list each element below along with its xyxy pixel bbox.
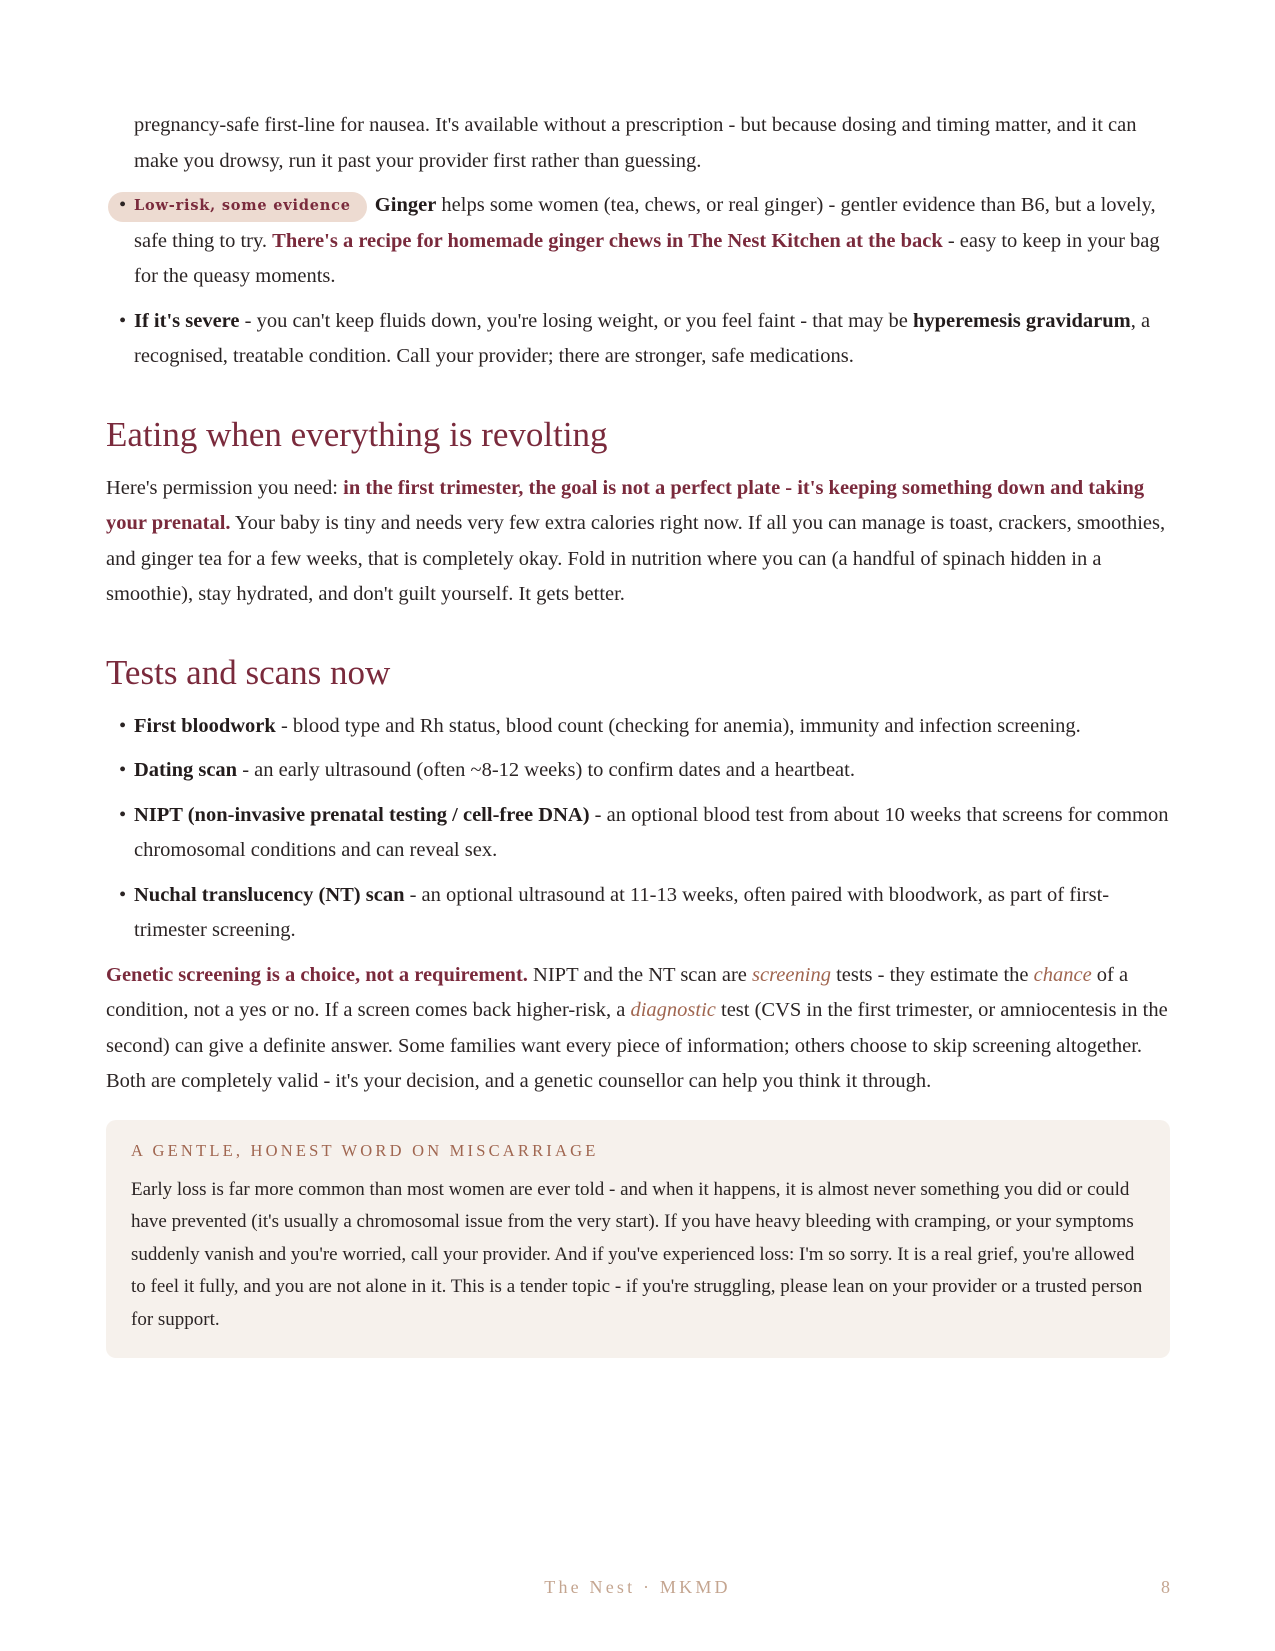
list-item — [106, 753, 1170, 789]
list-item — [106, 878, 1170, 949]
callout-title: A GENTLE, HONEST WORD ON MISCARRIAGE — [131, 1140, 599, 1160]
genetic-text: NIPT and the NT scan are — [527, 963, 753, 986]
remedy-name: If it's severe — [134, 309, 240, 332]
section-heading-tests: Tests and scans now — [106, 652, 391, 692]
test-name: NIPT (non-invasive prenatal testing / cell-free DNA) — [134, 803, 590, 826]
bullet-icon: • — [119, 759, 127, 781]
page-content — [106, 108, 1170, 1358]
test-desc: - an early ultrasound (often ~8-12 weeks) to confirm dates and a heartbeat. — [237, 759, 855, 781]
test-desc: - blood type and Rh status, blood count (checking for anemia), immunity and infection screening. — [275, 714, 1081, 737]
term-screening: screening — [752, 963, 831, 986]
section-heading-eating: Eating when everything is revolting — [106, 414, 608, 454]
test-name: Nuchal translucency (NT) scan — [134, 883, 405, 906]
nausea-remedies-list — [106, 108, 1170, 375]
eating-highlight: in the first trimester, the goal is not a perfect plate - it's keeping something down and taking your prenatal. — [106, 476, 1145, 534]
condition-name: hyperemesis gravidarum — [912, 309, 1131, 332]
eating-rest: Your baby is tiny and needs very few extra calories right now. If all you can manage is toast, crackers, smoothies, and ginger tea for a few weeks, that is completely okay. Fold in nutrition where you can (a handful of spinach hidden in a smoothie), stay hydrated, and don't guilt yourself. It gets better. — [106, 512, 1166, 605]
remedy-text: helps some women (tea, chews, or real ginger) - gentler evidence than B6, but a lovely, safe thing to try. — [134, 194, 1156, 252]
recipe-link[interactable]: There's a recipe for homemade ginger chews in The Nest Kitchen at the back — [272, 229, 943, 252]
bullet-icon: • — [119, 714, 127, 737]
list-item — [106, 304, 1170, 375]
remedy-text: - you can't keep fluids down, you're losing weight, or you feel faint - that may be — [239, 309, 913, 332]
bullet-icon: • — [119, 309, 127, 332]
remedy-text: - easy to keep in your bag for the queasy moments. — [134, 229, 1160, 287]
page-number: 8 — [1161, 1577, 1170, 1597]
genetic-text: tests - they estimate the — [830, 963, 1034, 986]
term-chance: chance — [1033, 963, 1092, 986]
bullet-icon: • — [119, 803, 127, 826]
tests-list — [106, 709, 1170, 949]
footer-brand: The Nest · MKMD — [544, 1577, 731, 1597]
test-name: Dating scan — [134, 759, 238, 781]
genetic-paragraph — [106, 958, 1170, 1100]
bullet-icon: • — [119, 194, 127, 216]
list-item — [106, 188, 1170, 295]
intro-continuation: pregnancy-safe first-line for nausea. It's available without a prescription - but because dosing and timing matter, and it can make you drowsy, run it past your provider first rather than guessing. — [134, 114, 1137, 172]
list-item — [106, 709, 1170, 745]
miscarriage-callout — [106, 1120, 1170, 1359]
genetic-highlight: Genetic screening is a choice, not a requirement. — [106, 963, 528, 986]
evidence-badge: Low-risk, some evidence — [108, 192, 367, 222]
list-item — [106, 798, 1170, 869]
test-desc: - an optional blood test from about 10 weeks that screens for common chromosomal conditions and can reveal sex. — [134, 803, 1169, 861]
callout-text: Early loss is far more common than most women are ever told - and when it happens, it is almost never something you did or could have prevented (it's usually a chromosomal issue from the very start). If you have heavy bleeding with cramping, or your symptoms suddenly vanish and you're worried, call your provider. And if you've experienced loss: I'm so sorry. It is a real grief, you're allowed to feel it fully, and you are not alone in it. This is a tender topic - if you're struggling, please lean on your provider or a trusted person for support. — [131, 1178, 1143, 1330]
list-item — [106, 108, 1170, 179]
remedy-text: , a recognised, treatable condition. Call your provider; there are stronger, safe medications. — [134, 309, 1151, 367]
genetic-text: of a condition, not a yes or no. If a screen comes back higher-risk, a — [106, 963, 1129, 1021]
bullet-icon: • — [119, 883, 127, 906]
eating-paragraph — [106, 471, 1170, 613]
genetic-text: test (CVS in the first trimester, or amniocentesis in the second) can give a definite answer. Some families want every piece of information; others choose to skip screening altogether. Both are completely valid - it's your decision, and a genetic counsellor can help you think it through. — [106, 999, 1168, 1092]
test-desc: - an optional ultrasound at 11-13 weeks, often paired with bloodwork, as part of first-trimester screening. — [134, 883, 1110, 941]
eating-lead: Here's permission you need: — [106, 476, 344, 499]
term-diagnostic: diagnostic — [630, 999, 716, 1021]
test-name: First bloodwork — [134, 714, 276, 737]
remedy-name: Ginger — [374, 194, 437, 216]
